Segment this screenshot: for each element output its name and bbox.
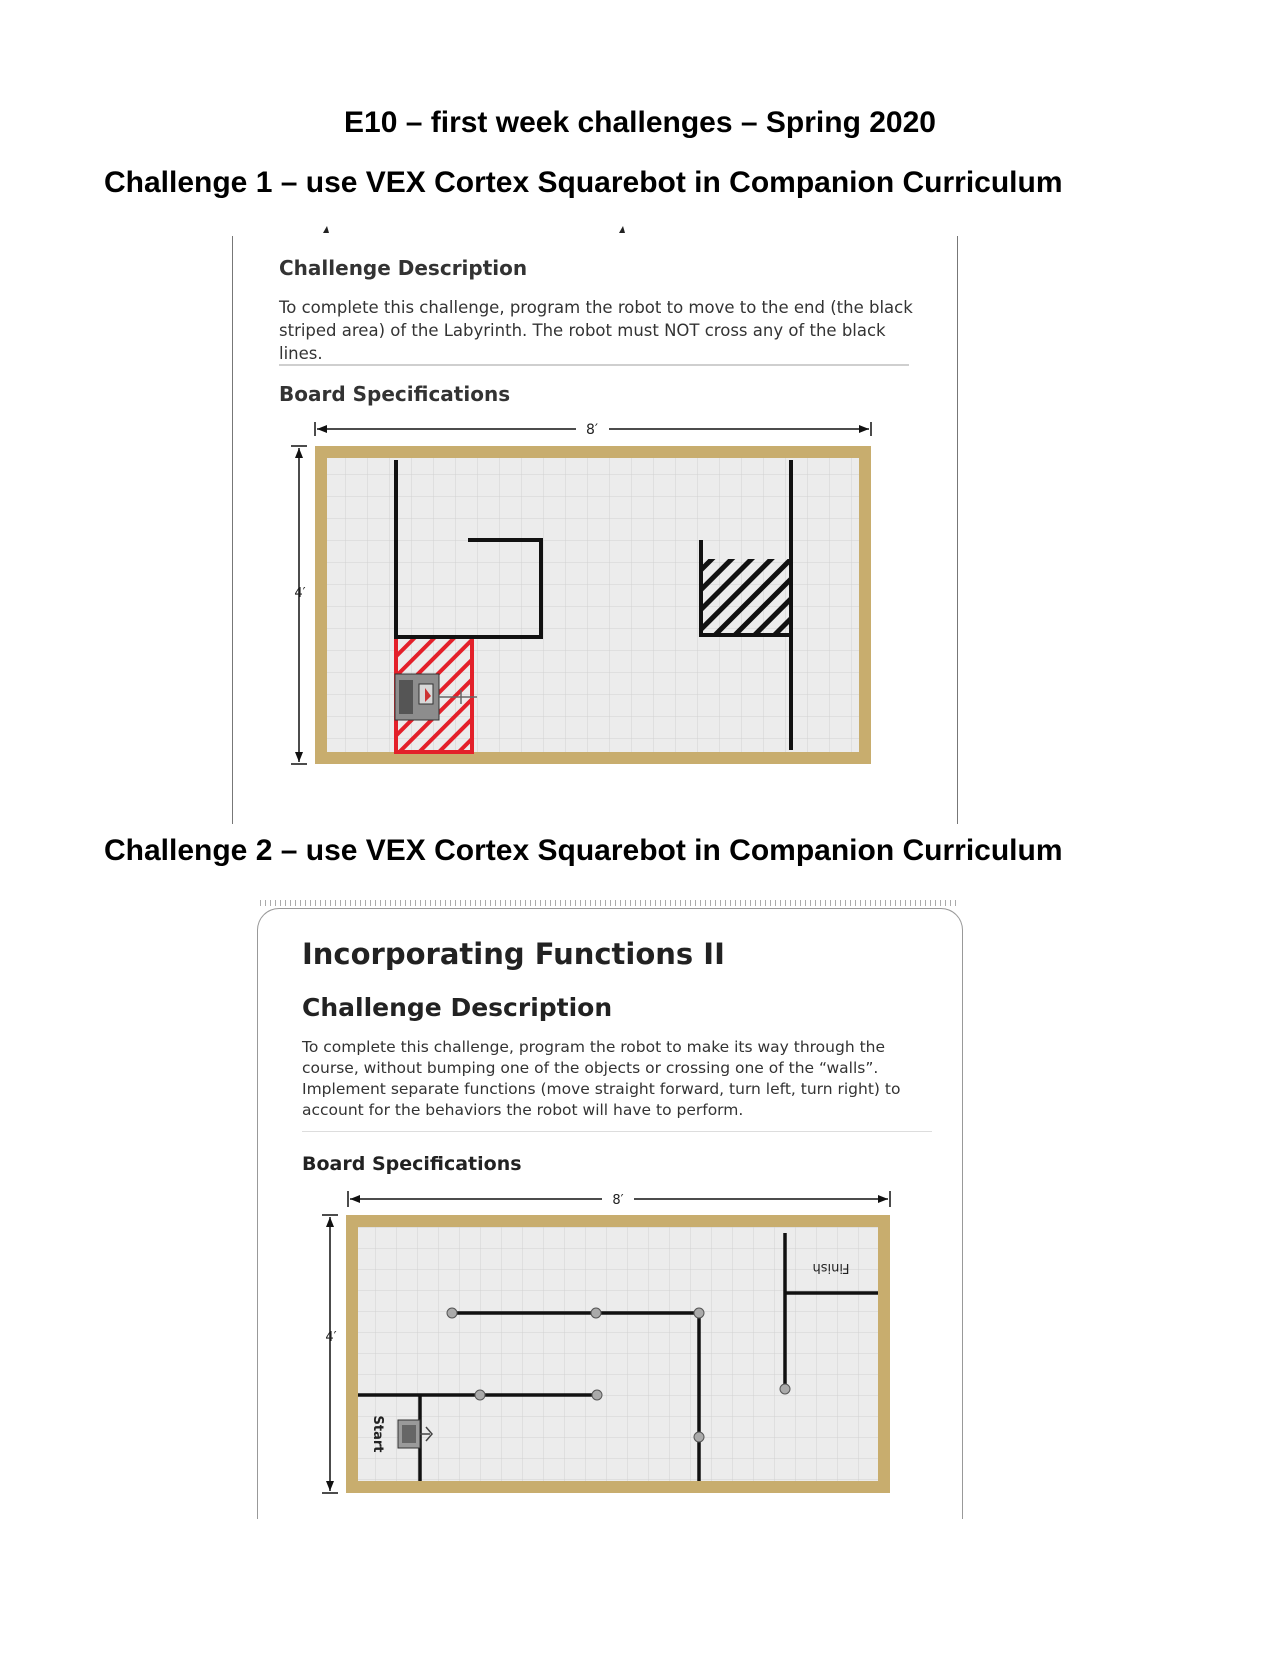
height-dimension (322, 1215, 338, 1493)
clipped-title-remnant (313, 224, 813, 234)
width-dimension (315, 422, 871, 438)
challenge-1-board-title: Board Specifications (279, 382, 511, 406)
challenge-2-title: Incorporating Functions II (302, 937, 725, 971)
finish-label: Finish (812, 1260, 850, 1275)
height-label: 4′ (325, 1330, 337, 1345)
divider (279, 364, 909, 366)
height-label: 4′ (294, 586, 306, 601)
divider (302, 1131, 932, 1132)
challenge-1-description: To complete this challenge, program the robot to move to the end (the black striped area) of the Labyrinth. The robot must NOT cross any of the black lines. (279, 298, 913, 363)
challenge-1-heading: Challenge 1 – use VEX Cortex Squarebot in Companion Curriculum (104, 166, 1063, 199)
challenge-2-panel (257, 908, 963, 1519)
height-dimension (291, 446, 307, 764)
width-label: 8′ (612, 1193, 624, 1208)
width-dimension (348, 1191, 890, 1208)
functions-board-diagram (322, 1191, 922, 1501)
perforation-marks (260, 899, 960, 907)
document-title: E10 – first week challenges – Spring 2020 (344, 106, 936, 139)
challenge-2-board-title: Board Specifications (302, 1153, 522, 1175)
challenge-2-section-title: Challenge Description (302, 993, 613, 1022)
width-label: 8′ (585, 422, 599, 438)
challenge-2-heading: Challenge 2 – use VEX Cortex Squarebot in Companion Curriculum (104, 834, 1063, 867)
challenge-2-description: To complete this challenge, program the robot to make its way through the course, without bumping one of the objects or crossing one of the “walls”. Implement separate functions (move straight forward, turn left, turn right) to account for the behaviors the robot will have to perform. (302, 1038, 901, 1119)
labyrinth-board-diagram (291, 422, 911, 772)
finish-zone (701, 559, 791, 635)
start-label: Start (370, 1415, 385, 1453)
challenge-1-section-title: Challenge Description (279, 256, 528, 280)
challenge-1-panel (232, 236, 958, 824)
